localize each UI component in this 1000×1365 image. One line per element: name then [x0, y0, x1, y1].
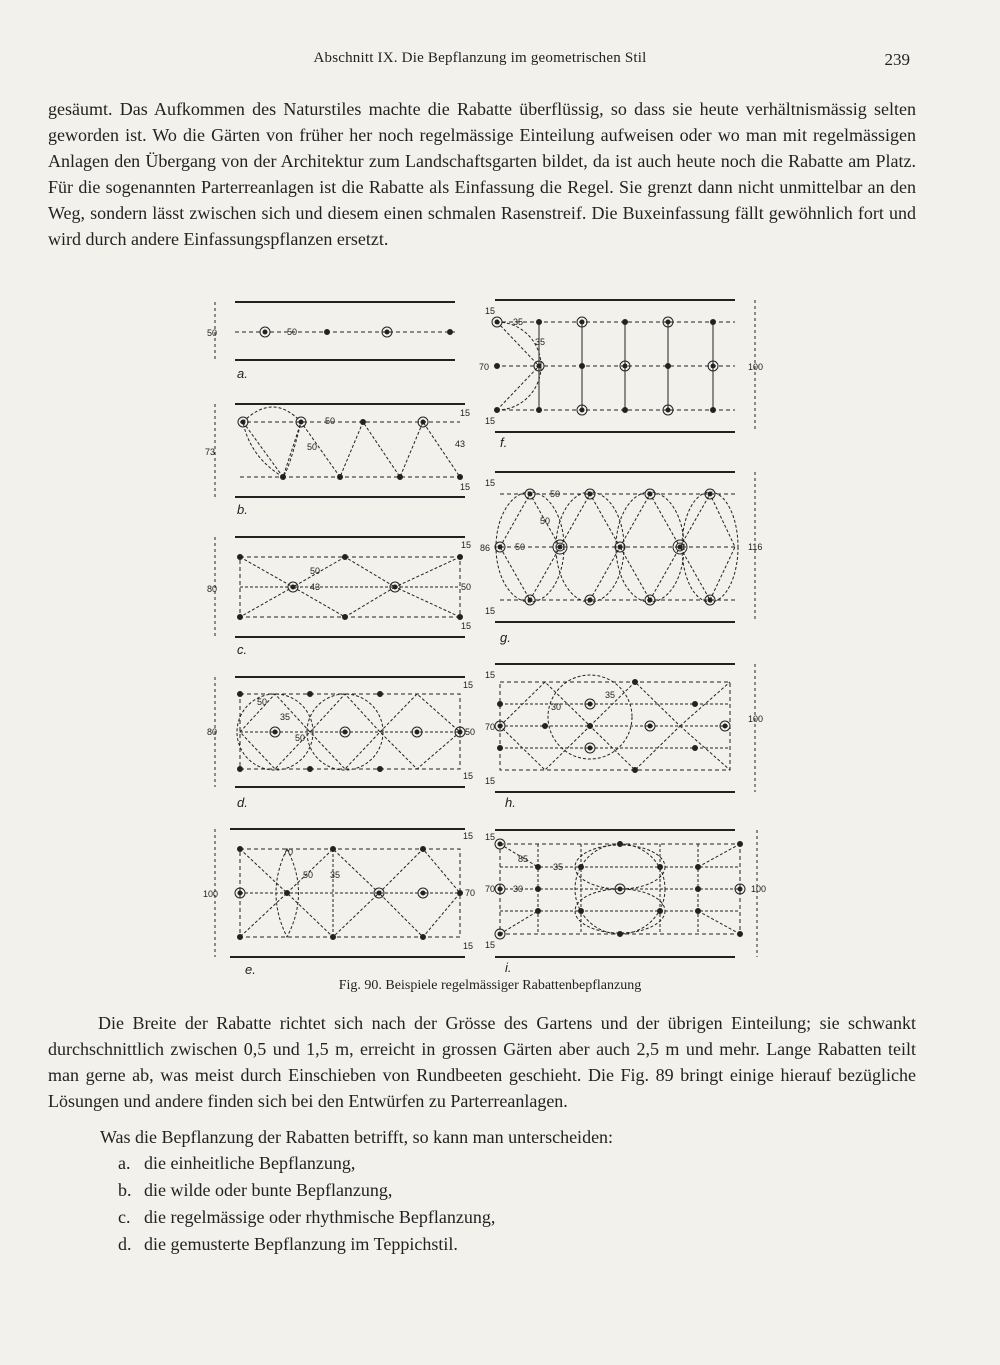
panel-b-dim-label: 15 — [460, 408, 471, 418]
list-item — [118, 1204, 495, 1231]
panel-f-dim-label: 35 — [535, 337, 546, 347]
panel-d-dim-label: 50 — [257, 697, 268, 707]
panel-e-dim-label: 15 — [463, 941, 474, 951]
panel-e-width-label: 100 — [203, 889, 219, 899]
panel-d-dim-label: 15 — [463, 680, 474, 690]
panel-d-dim-label: 50 — [465, 727, 476, 737]
panel-g — [480, 472, 762, 645]
panel-c-dim-label: 50 — [310, 566, 321, 576]
list-marker: a. — [118, 1153, 131, 1173]
panel-b — [205, 404, 470, 517]
panel-g-dim-label: 50 — [540, 516, 551, 526]
panel-c-dim-label: 15 — [461, 540, 472, 550]
panel-i-dim-label: 15 — [485, 940, 496, 950]
panel-i-dim-label: 15 — [485, 832, 496, 842]
paragraph-3: Was die Bepflanzung der Rabatten betrifft, so kann man unterscheiden: — [100, 1127, 614, 1147]
panel-b-dim-label: 15 — [460, 482, 471, 492]
panel-a — [207, 302, 455, 381]
panel-g-width-label: 116 — [748, 542, 763, 552]
panel-f-width-label: 100 — [748, 362, 764, 372]
panel-c — [207, 537, 471, 657]
panel-f-letter: f. — [500, 435, 508, 450]
panel-e-dim-label: 15 — [463, 831, 474, 841]
panel-g-dim-label: 50 — [550, 489, 561, 499]
panel-e — [203, 829, 475, 977]
panel-i-dim-label: 85 — [518, 854, 529, 864]
panel-d-letter: d. — [237, 795, 248, 810]
panel-e-dim-label: 50 — [303, 870, 314, 880]
panel-c-width-label: 80 — [207, 584, 218, 594]
page-number: 239 — [884, 50, 910, 69]
panel-d-width-label: 80 — [207, 727, 218, 737]
panel-e-letter: e. — [245, 962, 256, 977]
planting-types-list — [118, 1150, 495, 1258]
panel-e-dim-label: 35 — [330, 870, 341, 880]
panel-a-spacing-label: 50 — [287, 327, 298, 337]
panel-c-dim-label: 43 — [310, 582, 321, 592]
panel-h-dim-label: 30 — [551, 702, 562, 712]
list-text: die wilde oder bunte Bepflanzung, — [144, 1180, 393, 1200]
figure-90 — [195, 292, 775, 982]
panel-h-letter: h. — [505, 795, 516, 810]
panel-h-dim-label: 35 — [605, 690, 616, 700]
list-text: die regelmässige oder rhythmische Bepflanzung, — [144, 1207, 496, 1227]
panel-h-dim-label: 70 — [485, 722, 496, 732]
paragraph-2: Die Breite der Rabatte richtet sich nach der Grösse des Gartens und der übrigen Einteilung; sie schwankt durchschnittlich zwischen 0,5 und 1,5 m, erreicht in grossen Gärten aber auch 2,5 m und mehr. Lange Rabatten teilt man gerne ab, was meist durch Einschieben von Rundbeeten geschieht. Die Fig. 89 bringt einige hierauf bezügliche Lösungen und andere finden sich bei den Entwürfen zu Parterreanlagen. — [48, 1013, 916, 1111]
panel-g-dim-label: 15 — [485, 478, 496, 488]
list-marker: b. — [118, 1180, 132, 1200]
panel-h — [485, 664, 763, 810]
panel-i-dim-label: 35 — [553, 862, 564, 872]
panel-a-letter: a. — [237, 366, 248, 381]
panel-i-letter: i. — [505, 960, 512, 975]
panel-i-dim-label: 30 — [513, 884, 524, 894]
panel-d-dim-label: 50 — [295, 733, 306, 743]
panel-f-dim-label: 15 — [485, 416, 496, 426]
figure-caption: Fig. 90. Beispiele regelmässiger Rabattenbepflanzung — [338, 978, 642, 993]
panel-b-dim-label: 50 — [325, 416, 336, 426]
list-marker: d. — [118, 1234, 132, 1254]
list-item — [118, 1177, 495, 1204]
panel-e-dim-label: 70 — [465, 888, 476, 898]
panel-i-dim-label: 70 — [485, 884, 496, 894]
panel-f-dim-label: 35 — [513, 317, 524, 327]
paragraph-1: gesäumt. Das Aufkommen des Naturstiles machte die Rabatte überflüssig, so dass sie heute verhältnismässig selten geworden ist. Wo die Gärten von früher her noch regelmässige Einteilung aufweisen oder wo man mit regelmässigen Anlagen den Übergang von der Architektur zum Landschaftsgarten bildet, da ist auch heute noch die Rabatte am Platz. Für die sogenannten Parterreanlagen ist die Rabatte als Einfassung die Regel. Sie grenzt dann nicht unmittelbar an den Weg, sondern lässt zwischen sich und diesem einen schmalen Rasenstreif. Die Buxeinfassung fällt gewöhnlich fort und wird durch andere Einfassungspflanzen ersetzt. — [48, 99, 916, 249]
panel-a-width-label: 50 — [207, 328, 218, 338]
panel-f-dim-label: 15 — [485, 306, 496, 316]
panel-h-width-label: 100 — [748, 714, 764, 724]
panel-c-dim-label: 15 — [461, 621, 472, 631]
panel-f — [479, 300, 763, 450]
list-item — [118, 1150, 495, 1177]
panel-b-dim-label: 43 — [455, 439, 466, 449]
panel-e-dim-label: 70 — [283, 847, 294, 857]
list-marker: c. — [118, 1207, 131, 1227]
panel-g-dim-label: 15 — [485, 606, 496, 616]
panel-d-dim-label: 15 — [463, 771, 474, 781]
panel-g-dim-label: 86 — [480, 543, 491, 553]
page-header — [0, 50, 1000, 74]
panel-h-dim-label: 15 — [485, 670, 496, 680]
list-text: die einheitliche Bepflanzung, — [144, 1153, 356, 1173]
list-item — [118, 1231, 495, 1258]
panel-d — [207, 677, 475, 810]
panel-c-dim-label: 50 — [461, 582, 472, 592]
panel-g-dim-label: 50 — [515, 542, 526, 552]
panel-g-letter: g. — [500, 630, 511, 645]
running-title: Abschnitt IX. Die Bepflanzung im geometrischen Stil — [313, 50, 647, 66]
panel-b-dim-label: 50 — [307, 442, 318, 452]
panel-c-letter: c. — [237, 642, 248, 657]
panel-f-dim-label: 70 — [479, 362, 490, 372]
list-text: die gemusterte Bepflanzung im Teppichstil. — [144, 1234, 458, 1254]
panel-h-dim-label: 15 — [485, 776, 496, 786]
panel-i-width-label: 100 — [751, 884, 767, 894]
panel-b-width-label: 73 — [205, 447, 216, 457]
panel-d-dim-label: 35 — [280, 712, 291, 722]
border-planting-diagrams — [195, 292, 775, 982]
panel-i — [485, 830, 766, 975]
panel-b-letter: b. — [237, 502, 248, 517]
